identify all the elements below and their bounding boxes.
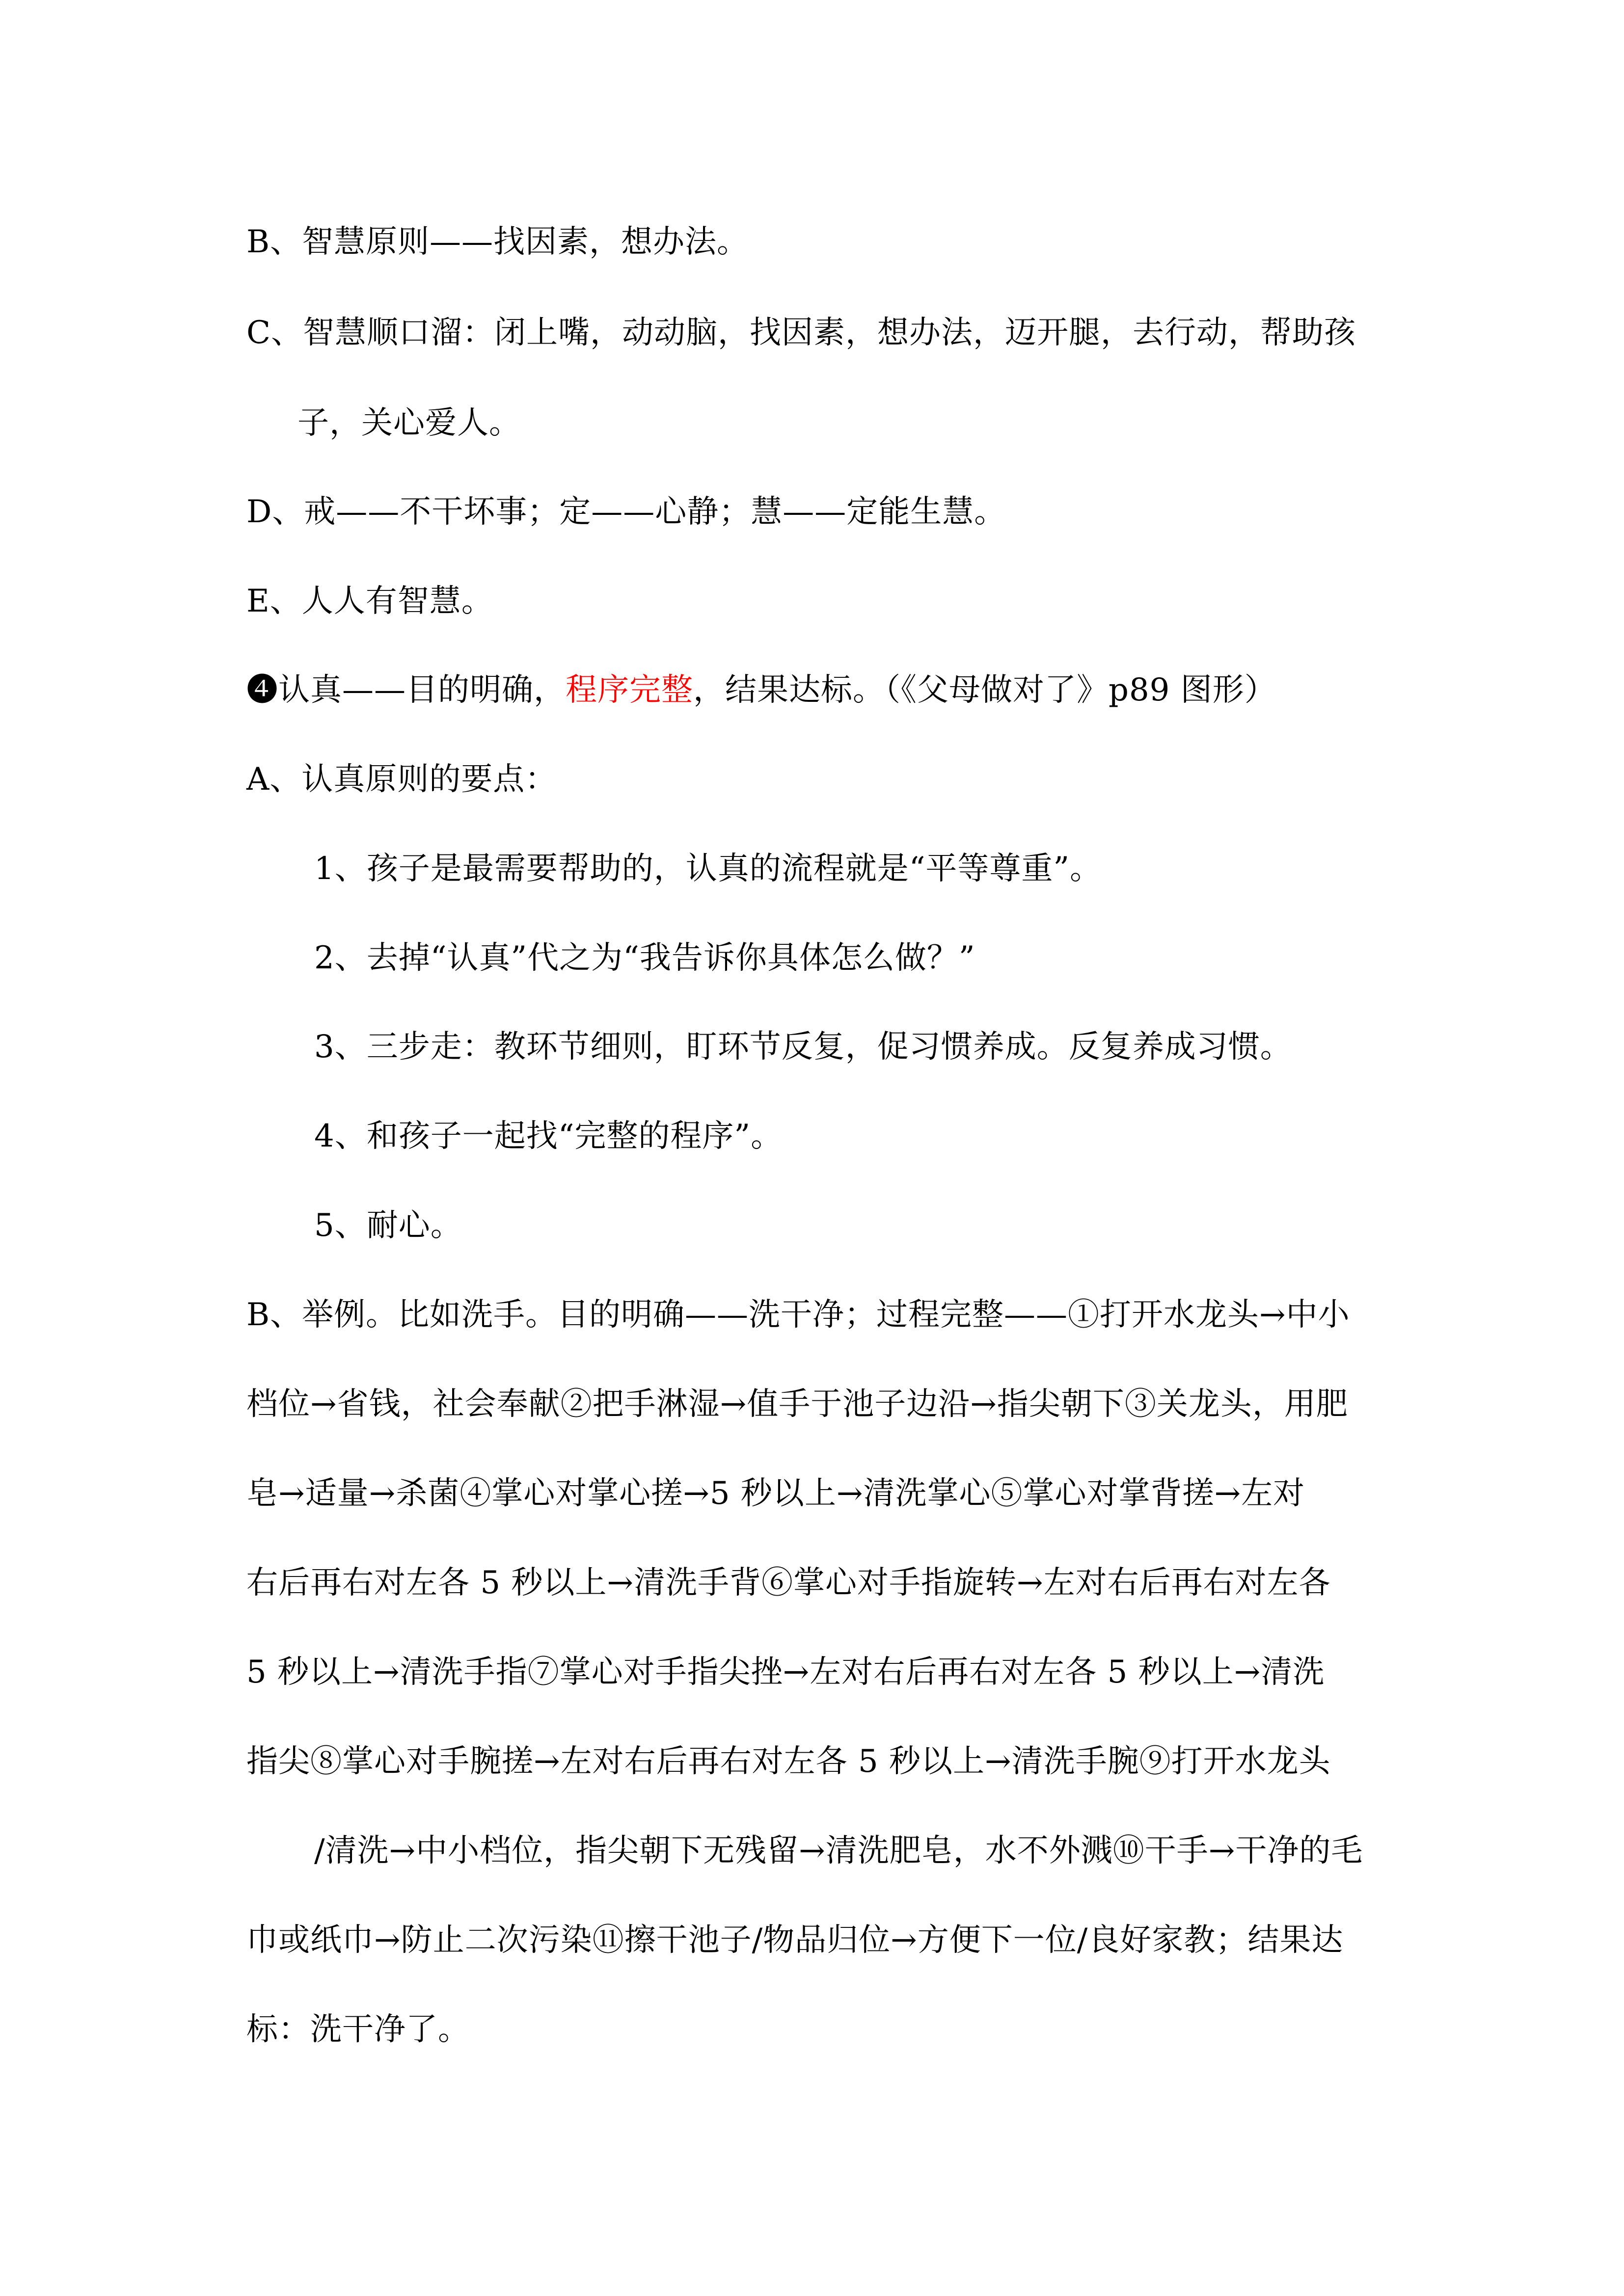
serious-point-5: 5、耐心。 (314, 1207, 462, 1244)
serious-heading-highlight: 程序完整 (566, 672, 693, 708)
serious-example-line-6: 指尖⑧掌心对手腕搓→左对右后再右对左各 5 秒以上→清洗手腕⑨打开水龙头 (246, 1743, 1331, 1780)
wisdom-principle-d: D、戒——不干坏事；定——心静；慧——定能生慧。 (246, 494, 1006, 530)
wisdom-principle-e: E、人人有智慧。 (246, 583, 493, 619)
wisdom-rhyme-c-line1: C、智慧顺口溜：闭上嘴，动动脑，找因素，想办法，迈开腿，去行动，帮助孩 (246, 315, 1356, 351)
serious-point-1: 1、孩子是最需要帮助的，认真的流程就是“平等尊重”。 (314, 851, 1102, 887)
serious-point-2: 2、去掉“认真”代之为“我告诉你具体怎么做？” (314, 940, 975, 976)
serious-example-line-8: 巾或纸巾→防止二次污染⑪擦干池子/物品归位→方便下一位/良好家教；结果达 (246, 1922, 1344, 1958)
serious-example-line-3: 皂→适量→杀菌④掌心对掌心搓→5 秒以上→清洗掌心⑤掌心对掌背搓→左对 (246, 1475, 1305, 1512)
serious-point-4: 4、和孩子一起找“完整的程序”。 (314, 1118, 783, 1154)
serious-a-title: A、认真原则的要点： (246, 761, 557, 798)
wisdom-rhyme-c-line2: 子，关心爱人。 (298, 405, 521, 441)
serious-example-line-1: B、举例。比如洗手。目的明确——洗干净；过程完整——①打开水龙头→中小 (246, 1297, 1350, 1333)
wisdom-principle-b: B、智慧原则——找因素，想办法。 (246, 224, 749, 260)
serious-example-line-4: 右后再右对左各 5 秒以上→清洗手背⑥掌心对手指旋转→左对右后再右对左各 (246, 1565, 1331, 1601)
serious-example-line-7: /清洗→中小档位，指尖朝下无残留→清洗肥皂，水不外溅⑩干手→干净的毛 (314, 1833, 1363, 1869)
serious-heading-prefix: ❹认真——目的明确， (246, 672, 566, 708)
serious-point-3: 3、三步走：教环节细则，盯环节反复，促习惯养成。反复养成习惯。 (314, 1029, 1292, 1065)
serious-example-line-5: 5 秒以上→清洗手指⑦掌心对手指尖挫→左对右后再右对左各 5 秒以上→清洗 (246, 1654, 1325, 1690)
serious-heading (246, 668, 1276, 712)
serious-heading-suffix: ，结果达标。（《父母做对了》p89 图形） (693, 672, 1276, 708)
serious-example-line-2: 档位→省钱，社会奉献②把手淋湿→值手于池子边沿→指尖朝下③关龙头，用肥 (246, 1386, 1348, 1422)
serious-example-line-9: 标：洗干净了。 (246, 2011, 470, 2048)
